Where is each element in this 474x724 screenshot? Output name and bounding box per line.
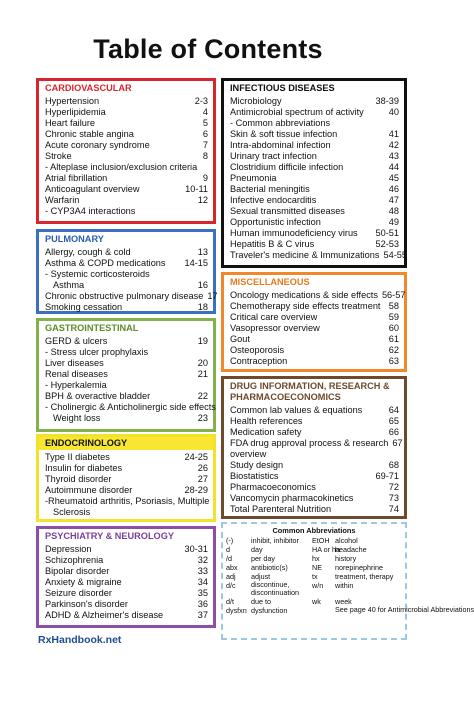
toc-entry-page: 7 [202,140,208,150]
toc-entry-title: Biostatistics [230,471,279,481]
abbreviation-term [312,606,332,615]
toc-entry [230,184,399,195]
toc-entry [230,118,399,129]
toc-entry-title: Hypertension [45,96,100,106]
toc-entry [45,485,208,496]
toc-entry [230,140,399,151]
toc-entry-page [204,206,208,217]
toc-entry-title: - CYP3A4 interactions [45,206,136,216]
toc-entry [230,438,403,449]
abbreviation-meaning: week [335,597,352,606]
abbreviation-term: abx [226,563,238,572]
toc-entry-page: 23 [197,413,208,423]
toc-entry [230,217,399,228]
toc-entry [230,173,399,184]
toc-entry [45,380,208,391]
abbreviation-meaning: dysfunction [251,606,288,615]
abbreviation-term: EtOH [312,536,330,545]
toc-entry-title: Insulin for diabetes [45,463,123,473]
toc-entry-page: 12 [197,195,208,205]
toc-entry [45,173,208,184]
toc-entry-title: Urinary tract infection [230,151,317,161]
toc-entry-title: Smoking cessation [45,302,123,312]
toc-entry-page: 16 [197,280,208,290]
toc-entry-page [216,402,220,413]
toc-entry [230,493,399,504]
abbreviation-meaning: treatment, therapy [335,572,394,581]
toc-entry-page: 45 [388,173,399,183]
toc-entry [45,588,208,599]
toc-entry [45,402,216,413]
abbreviation-meaning: discontinue, discontinuation [251,580,299,597]
abbreviation-term: (-) [226,536,234,545]
toc-entry [45,599,208,610]
toc-entry-title: Traveler's medicine & Immunizations [230,250,380,260]
toc-entry [230,471,399,482]
toc-entry-title: Hepatitis B & C virus [230,239,315,249]
toc-entry-page: 69-71 [375,471,399,481]
toc-entry-page: 6 [202,129,208,139]
toc-entry-page: 65 [388,416,399,426]
toc-entry-page: 67 [392,438,403,448]
toc-entry [45,369,208,380]
toc-entry-title: Study design [230,460,284,470]
page-title: Table of Contents [93,34,323,64]
toc-entry-title: Vancomycin pharmacokinetics [230,493,354,503]
toc-entry [45,162,208,173]
abbreviation-term: tx [312,572,318,581]
toc-entry [45,269,208,280]
toc-entry-page: 33 [197,566,208,576]
toc-entry-title: Sclerosis [53,507,91,517]
toc-entry-page: 43 [388,151,399,161]
toc-entry-page: 34 [197,577,208,587]
abbreviation-meaning: inhibit, inhibitor [251,536,299,545]
abbreviation-term: dysfxn [226,606,247,615]
toc-entry-page: 59 [388,312,399,322]
toc-entry-page: 60 [388,323,399,333]
toc-entry [45,413,208,424]
toc-entry [230,345,399,356]
toc-entry [45,474,208,485]
toc-entry-page [204,380,208,391]
toc-entry [45,96,208,107]
section-drug-information [221,376,407,519]
toc-entry-page: 36 [197,599,208,609]
toc-entry-title: - Common abbreviations [230,118,331,128]
toc-entry [230,239,399,250]
toc-entry-page: 72 [388,482,399,492]
toc-entry-page [204,507,208,518]
toc-entry-page: 20 [197,358,208,368]
toc-entry-page: 63 [388,356,399,366]
toc-entry [230,405,399,416]
abbreviations-header: Common Abbreviations [272,526,356,535]
toc-entry [230,449,399,460]
abbreviation-meaning: per day [251,554,275,563]
toc-entry [45,302,208,313]
toc-entry-title: Atrial fibrillation [45,173,108,183]
toc-entry-title: Critical care overview [230,312,318,322]
toc-entry-page: 2-3 [194,96,208,106]
toc-entry-page: 38-39 [375,96,399,106]
toc-entry-title: Liver diseases [45,358,104,368]
toc-entry-title: Chemotherapy side effects treatment [230,301,381,311]
abbreviation-meaning: history [335,554,357,563]
toc-entry-page: 47 [388,195,399,205]
toc-entry [45,496,208,507]
toc-entry-title: - Stress ulcer prophylaxis [45,347,149,357]
toc-entry-page: 4 [202,107,208,117]
toc-entry [230,323,399,334]
toc-entry-page: 21 [197,369,208,379]
abbreviation-term: d [226,545,230,554]
toc-entry-page: 52-53 [375,239,399,249]
toc-entry-page: 44 [388,162,399,172]
toc-entry [45,463,208,474]
toc-entry-title: Asthma & COPD medications [45,258,166,268]
abbreviation-meaning: day [251,545,263,554]
toc-entry [45,118,208,129]
toc-entry-title: Total Parenteral Nutrition [230,504,332,514]
toc-entry-page [395,449,399,460]
abbreviation-meaning: headache [335,545,367,554]
section-infectious-diseases [221,78,407,268]
toc-entry-title: Warfarin [45,195,80,205]
toc-entry [45,347,208,358]
section-pulmonary [36,229,216,314]
toc-entry-page: 26 [197,463,208,473]
toc-entry-page: 24-25 [184,452,208,462]
toc-entry-page: 73 [388,493,399,503]
toc-entry-title: Osteoporosis [230,345,285,355]
section-gastrointestinal [36,318,216,432]
toc-entry [45,566,208,577]
toc-entry-title: Chronic stable angina [45,129,134,139]
toc-entry-page: 30-31 [184,544,208,554]
section-header: PULMONARY [45,234,104,244]
toc-entry-title: Allergy, cough & cold [45,247,131,257]
toc-entry [45,507,208,518]
toc-entry-title: Autoimmune disorder [45,485,133,495]
toc-entry-page: 58 [388,301,399,311]
toc-entry-title: Weight loss [53,413,101,423]
toc-entry-title: Heart failure [45,118,96,128]
toc-entry [45,544,208,555]
toc-entry-title: Infective endocarditis [230,195,317,205]
toc-entry [230,301,399,312]
toc-entry [45,391,208,402]
toc-entry-page: 66 [388,427,399,437]
toc-entry-page: 56-57 [381,290,406,300]
toc-entry [230,460,399,471]
toc-entry-page: 10-11 [185,184,208,194]
toc-entry-title: Seizure disorder [45,588,112,598]
toc-entry [45,358,208,369]
abbreviation-term: hx [312,554,320,563]
toc-entry-title: - Hyperkalemia [45,380,107,390]
toc-entry-title: Pharmacoeconomics [230,482,316,492]
toc-entry [230,96,399,107]
abbreviation-term: d/t [226,597,234,606]
toc-entry-title: Microbiology [230,96,282,106]
toc-entry-page: 22 [197,391,208,401]
section-header-line: PHARMACOECONOMICS [230,392,341,402]
section-header: CARDIOVASCULAR [45,83,132,93]
toc-entry-page: 74 [388,504,399,514]
toc-entry [230,151,399,162]
toc-entry [45,195,208,206]
toc-entry [45,247,208,258]
toc-entry [230,312,399,323]
toc-entry [45,184,208,195]
abbreviation-meaning: antibiotic(s) [251,563,288,572]
toc-entry-page: 32 [197,555,208,565]
toc-entry-title: Thyroid disorder [45,474,112,484]
toc-entry-title: Chronic obstructive pulmonary disease [45,291,204,301]
toc-entry [230,129,399,140]
toc-entry-title: Depression [45,544,92,554]
toc-entry-page: 27 [197,474,208,484]
toc-entry [230,290,406,301]
toc-entry-page: 50-51 [375,228,399,238]
toc-entry-title: Bacterial meningitis [230,184,310,194]
section-endocrinology [36,434,216,522]
toc-entry [230,416,399,427]
toc-entry-title: Medication safety [230,427,302,437]
toc-entry-page: 49 [388,217,399,227]
toc-entry-page: 19 [197,336,208,346]
toc-entry-title: BPH & overactive bladder [45,391,151,401]
toc-entry-title: Renal diseases [45,369,108,379]
toc-entry-page: 42 [388,140,399,150]
common-abbreviations-box [221,522,474,640]
toc-entry-page: 35 [197,588,208,598]
toc-entry [230,206,399,217]
abbreviation-meaning: within [335,581,354,590]
toc-entry-title: Common lab values & equations [230,405,363,415]
toc-entry-page: 40 [388,107,399,117]
toc-entry [230,228,399,239]
toc-entry-title: Antimicrobial spectrum of activity [230,107,364,117]
toc-entry-title: Stroke [45,151,72,161]
section-cardiovascular [36,78,216,224]
toc-entry-title: Opportunistic infection [230,217,321,227]
toc-entry-page: 54-55 [383,250,407,260]
abbreviation-meaning: adjust [251,572,271,581]
toc-entry-page: 64 [388,405,399,415]
toc-entry [45,107,208,118]
section-header: INFECTIOUS DISEASES [230,83,335,93]
abbreviation-meaning: due to [251,597,271,606]
toc-entry-page: 28-29 [184,485,208,495]
toc-entry [45,452,208,463]
toc-entry-title: - Cholinergic & Anticholinergic side effects [45,402,216,412]
abbreviation-meaning: norepinephrine [335,563,383,572]
abbreviation-term: HA or ha [312,545,340,554]
toc-entry-page: 8 [202,151,208,161]
toc-entry-title: Skin & soft tissue infection [230,129,338,139]
toc-entry-page [209,496,213,507]
toc-entry-title: Parkinson's disorder [45,599,128,609]
toc-entry [230,504,399,515]
toc-entry-page: 61 [388,334,399,344]
abbreviations-grid [226,536,474,615]
abbreviation-meaning: alcohol [335,536,358,545]
toc-entry-title: GERD & ulcers [45,336,108,346]
toc-entry [45,206,208,217]
toc-entry-title: Contraception [230,356,288,366]
toc-entry [230,482,399,493]
toc-entry-title: Clostridium difficile infection [230,162,344,172]
section-miscellaneous [221,272,407,372]
abbreviation-term: d/c [226,581,236,590]
section-header: PSYCHIATRY & NEUROLOGY [45,531,174,541]
section-header [230,381,399,403]
toc-entry [230,250,407,261]
abbreviation-term: wk [312,597,321,606]
toc-entry [45,577,208,588]
toc-entry-title: Hyperlipidemia [45,107,106,117]
toc-entry [230,195,399,206]
toc-entry-title: Anxiety & migraine [45,577,122,587]
toc-entry-title: Sexual transmitted diseases [230,206,345,216]
toc-entry-title: Health references [230,416,303,426]
toc-entry-title: Pneumonia [230,173,277,183]
toc-entry [230,334,399,345]
toc-entry-page [204,162,208,173]
toc-entry [45,280,208,291]
toc-entry-page: 68 [388,460,399,470]
toc-entry-title: Gout [230,334,250,344]
toc-entry-title: Intra-abdominal infection [230,140,331,150]
abbreviation-meaning: See page 40 for Antimicrobial Abbreviations [335,605,474,614]
toc-entry [45,555,208,566]
toc-entry-title: Human immunodeficiency virus [230,228,358,238]
toc-entry-page: 18 [197,302,208,312]
toc-entry [45,258,208,269]
toc-entry-title: Type II diabetes [45,452,110,462]
section-psychiatry-neurology [36,526,216,628]
toc-entry-page [204,269,208,280]
toc-entry [45,140,208,151]
toc-entry [45,291,218,302]
toc-entry-title: - Alteplase inclusion/exclusion criteria [45,162,198,172]
toc-entry-title: Acute coronary syndrome [45,140,150,150]
site-footer-logo: RxHandbook.net [38,634,122,646]
toc-entry [45,610,208,621]
toc-entry-title: Schizophrenia [45,555,104,565]
toc-entry-page: 62 [388,345,399,355]
toc-entry-page: 5 [202,118,208,128]
toc-entry [45,129,208,140]
toc-entry-page: 17 [207,291,218,301]
toc-entry-page: 14-15 [184,258,208,268]
section-header-line: DRUG INFORMATION, RESEARCH & [230,381,390,391]
toc-entry-page: 48 [388,206,399,216]
abbreviation-term: adj [226,572,236,581]
section-header: GASTROINTESTINAL [45,323,139,333]
section-header: MISCELLANEOUS [230,277,310,287]
toc-entry-page: 9 [202,173,208,183]
toc-entry-page [204,347,208,358]
toc-entry-page: 41 [388,129,399,139]
toc-entry-page: 46 [388,184,399,194]
toc-entry-page: 13 [197,247,208,257]
toc-entry [230,107,399,118]
abbreviation-term: /d [226,554,232,563]
toc-entry [230,162,399,173]
toc-entry-title: ADHD & Alzheimer's disease [45,610,164,620]
toc-entry [230,427,399,438]
abbreviation-term: NE [312,563,322,572]
section-header: ENDOCRINOLOGY [39,437,213,450]
toc-entry [230,356,399,367]
toc-entry-title: FDA drug approval process & research [230,438,389,448]
toc-entry [45,151,208,162]
toc-entry-title: - Systemic corticosteroids [45,269,150,279]
toc-entry-page [395,118,399,129]
toc-entry-title: Vasopressor overview [230,323,320,333]
toc-entry-page: 37 [197,610,208,620]
toc-entry-title: overview [230,449,267,459]
toc-entry-title: Asthma [53,280,85,290]
toc-entry-title: -Rheumatoid arthritis, Psoriasis, Multiple [45,496,210,506]
abbreviation-term: w/n [312,581,324,590]
toc-entry [45,336,208,347]
toc-entry-title: Oncology medications & side effects [230,290,378,300]
toc-entry-title: Anticoagulant overview [45,184,140,194]
toc-entry-title: Bipolar disorder [45,566,110,576]
